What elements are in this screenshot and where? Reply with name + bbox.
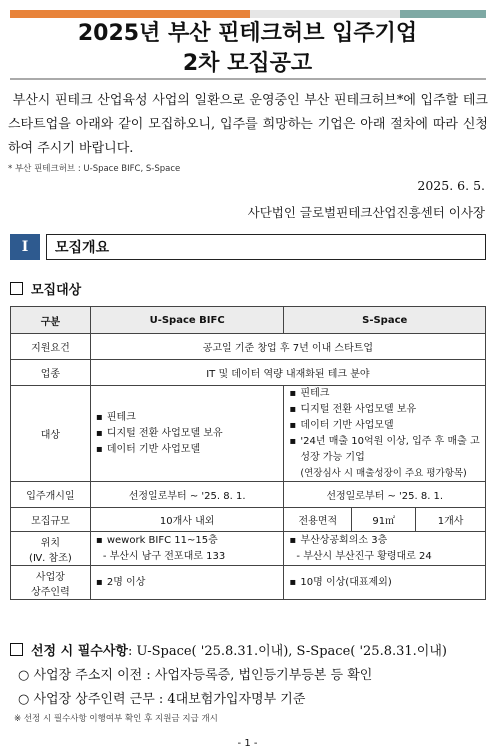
sspace-staff — [284, 566, 486, 600]
list-item: ▪ 핀테크 — [300, 386, 481, 402]
list-item: ▪ 데이터 기반 사업모델 — [107, 442, 280, 458]
title-line-2: 2차 모집공고 — [182, 51, 313, 76]
table-row — [11, 334, 486, 360]
list-item: ▪ 핀테크 — [107, 410, 280, 426]
header-category: 구분 — [11, 307, 91, 334]
eligibility-value: 공고일 기준 창업 후 7년 이내 스타트업 — [90, 334, 485, 360]
table-row — [11, 508, 486, 532]
sspace-start: 선정일로부터 ~ '25. 8. 1. — [284, 482, 486, 508]
recruitment-table — [10, 306, 486, 600]
header-sspace: S-Space — [284, 307, 486, 334]
list-item: ▪ 디지털 전환 사업모델 보유 — [300, 402, 481, 418]
title-line-1: 2025년 부산 핀테크허브 입주기업 — [77, 21, 418, 46]
list-item: ▪ '24년 매출 10억원 이상, 입주 후 매출 고성장 가능 기업 — [300, 434, 481, 466]
list-item: ▪ 디지털 전환 사업모델 보유 — [107, 426, 280, 442]
target-heading: 모집대상 — [10, 279, 81, 298]
row-label: 업종 — [11, 360, 91, 386]
sspace-count: 1개사 — [416, 508, 486, 532]
organization-name: 사단법인 글로벌핀테크산업진흥센터 이사장 — [247, 205, 485, 220]
uspace-scale: 10개사 내외 — [90, 508, 284, 532]
requirement-item-2: ○ 사업장 상주인력 근무 : 4대보험가입자명부 기준 — [18, 692, 306, 707]
row-label: 입주개시일 — [11, 482, 91, 508]
list-item: ▪ wework BIFC 11~15층 — [107, 533, 280, 549]
requirement-heading: 선정 시 필수사항 : U-Space( '25.8.31.이내), S-Space( '25.8.31.이내) — [10, 640, 447, 659]
table-header-row — [11, 307, 486, 334]
uspace-start: 선정일로부터 ~ '25. 8. 1. — [90, 482, 284, 508]
checkbox-square-icon — [10, 282, 23, 295]
section-number: Ⅰ — [10, 234, 40, 260]
list-item: ▪ 부산상공회의소 3층 — [300, 533, 481, 549]
table-row — [11, 482, 486, 508]
list-item: ▪ 데이터 기반 사업모델 — [300, 418, 481, 434]
sspace-location: ▪ 부산상공회의소 3층 - 부산시 부산진구 황령대로 24 — [284, 532, 486, 566]
row-label: 위치 (Ⅳ. 참조) — [11, 532, 91, 566]
sspace-target-list — [288, 386, 481, 466]
page-number: - 1 - — [237, 738, 258, 749]
uspace-staff — [90, 566, 284, 600]
industry-value: IT 및 데이터 역량 내재화된 테크 분야 — [90, 360, 485, 386]
list-item: ▪ 2명 이상 — [107, 575, 280, 591]
list-item: ▪ 10명 이상(대표제외) — [300, 575, 481, 591]
announcement-date: 2025. 6. 5. — [417, 178, 485, 193]
header-uspace: U-Space BIFC — [90, 307, 284, 334]
table-row — [11, 360, 486, 386]
uspace-location: ▪ wework BIFC 11~15층 - 부산시 남구 전포대로 133 — [90, 532, 284, 566]
row-label: 대상 — [11, 386, 91, 482]
area-label: 전용면적 — [284, 508, 352, 532]
table-row — [11, 566, 486, 600]
row-label: 사업장 상주인력 — [11, 566, 91, 600]
section-label: 모집개요 — [46, 234, 486, 260]
row-label: 모집규모 — [11, 508, 91, 532]
sspace-target-cell — [284, 386, 486, 482]
table-row — [11, 386, 486, 482]
row-label: 지원요건 — [11, 334, 91, 360]
requirement-footnote: ※ 선정 시 필수사항 이행여부 확인 후 지원금 지급 개시 — [14, 714, 218, 724]
table-row — [11, 532, 486, 566]
requirement-item-1: ○ 사업장 주소지 이전 : 사업자등록증, 법인등기부등본 등 확인 — [18, 668, 373, 683]
section-header — [10, 234, 486, 260]
uspace-target-list — [95, 410, 280, 458]
uspace-target-cell — [90, 386, 284, 482]
title-divider — [10, 78, 486, 80]
intro-note: * 부산 핀테크허브 : U-Space BIFC, S-Space — [8, 164, 181, 174]
intro-paragraph: 부산시 핀테크 산업육성 사업의 일환으로 운영중인 부산 핀테크허브*에 입주할 테크 스타트업을 아래와 같이 모집하오니, 입주를 희망하는 기업은 아래 절차에 따라 신청하여 주시기 바랍니다. — [8, 93, 488, 156]
sspace-target-note: (연장심사 시 매출성장이 주요 평가항목) — [300, 468, 467, 479]
checkbox-square-icon — [10, 643, 23, 656]
area-value: 91㎡ — [352, 508, 416, 532]
